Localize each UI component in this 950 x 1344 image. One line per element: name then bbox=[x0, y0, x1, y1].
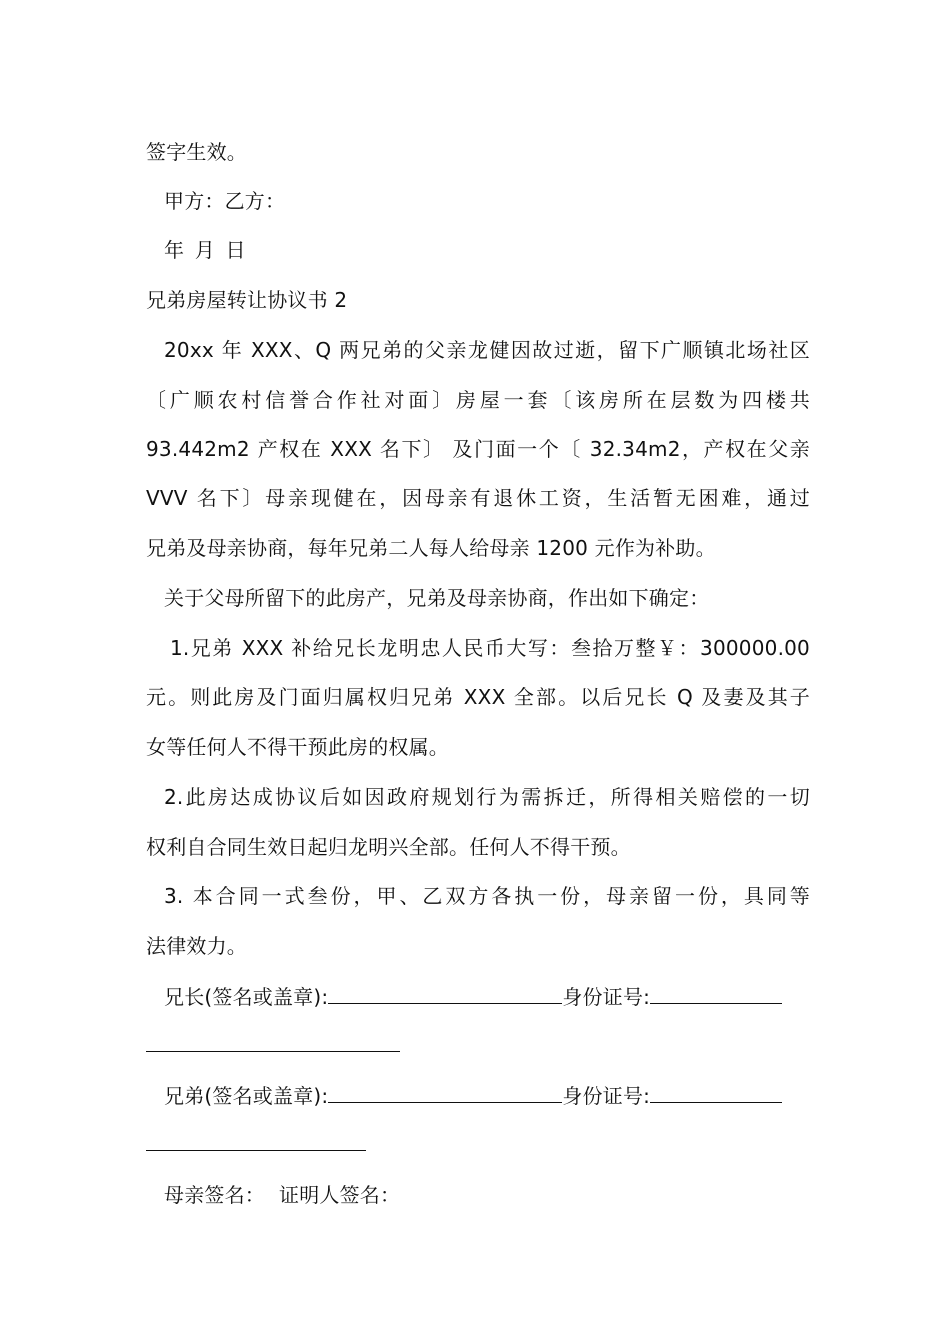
elder-brother-id-field-continuation[interactable] bbox=[146, 1051, 400, 1052]
elder-brother-signature-label: 兄长(签名或盖章): bbox=[164, 985, 329, 1009]
paragraph-line: 93.442m2 产权在 XXX 名下〕 及门面一个〔 32.34m2，产权在父亲 bbox=[146, 437, 810, 461]
paragraph-line: 20xx 年 XXX、Q 两兄弟的父亲龙健因故过逝，留下广顺镇北场社区 bbox=[164, 338, 810, 362]
clause-1-line: 女等任何人不得干预此房的权属。 bbox=[146, 735, 449, 759]
elder-brother-id-label: 身份证号: bbox=[562, 985, 651, 1009]
elder-brother-signature-row bbox=[164, 981, 810, 1012]
younger-brother-signature-label: 兄弟(签名或盖章): bbox=[164, 1084, 329, 1108]
document-title: 兄弟房屋转让协议书 2 bbox=[146, 288, 348, 312]
paragraph-line: VVV 名下〕母亲现健在，因母亲有退休工资，生活暂无困难，通过 bbox=[146, 486, 810, 510]
clause-3-line: 3. 本合同一式叁份，甲、乙双方各执一份，母亲留一份，具同等 bbox=[164, 884, 810, 908]
clause-1-line: 元。则此房及门面归属权归兄弟 XXX 全部。以后兄长 Q 及妻及其子 bbox=[146, 685, 810, 709]
younger-brother-signature-row bbox=[164, 1080, 810, 1111]
younger-brother-id-label: 身份证号: bbox=[562, 1084, 651, 1108]
date-line: 年 月 日 bbox=[164, 238, 246, 262]
clause-2-line: 权利自合同生效日起归龙明兴全部。任何人不得干预。 bbox=[146, 835, 631, 859]
paragraph-line: 关于父母所留下的此房产，兄弟及母亲协商，作出如下确定： bbox=[164, 586, 710, 610]
clause-3-line: 法律效力。 bbox=[146, 934, 247, 958]
mother-signature-label: 母亲签名： bbox=[164, 1183, 265, 1207]
younger-brother-id-field-continuation[interactable] bbox=[146, 1150, 366, 1151]
clause-1-line: 1.兄弟 XXX 补给兄长龙明忠人民币大写：叁拾万整￥：300000.00 bbox=[170, 636, 810, 660]
elder-brother-signature-field[interactable] bbox=[328, 981, 562, 1004]
younger-brother-id-field[interactable] bbox=[650, 1080, 782, 1103]
elder-brother-id-field[interactable] bbox=[650, 981, 782, 1004]
witness-signature-label: 证明人签名： bbox=[279, 1183, 401, 1207]
paragraph-line: 兄弟及母亲协商，每年兄弟二人每人给母亲 1200 元作为补助。 bbox=[146, 536, 716, 560]
party-label-line: 甲方：乙方： bbox=[164, 189, 286, 213]
paragraph-line: 签字生效。 bbox=[146, 140, 247, 164]
mother-witness-signature-row bbox=[164, 1180, 810, 1210]
younger-brother-signature-field[interactable] bbox=[328, 1080, 562, 1103]
clause-2-line: 2.此房达成协议后如因政府规划行为需拆迁，所得相关赔偿的一切 bbox=[164, 785, 810, 809]
paragraph-line: 〔广顺农村信誉合作社对面〕房屋一套〔该房所在层数为四楼共 bbox=[146, 388, 810, 412]
